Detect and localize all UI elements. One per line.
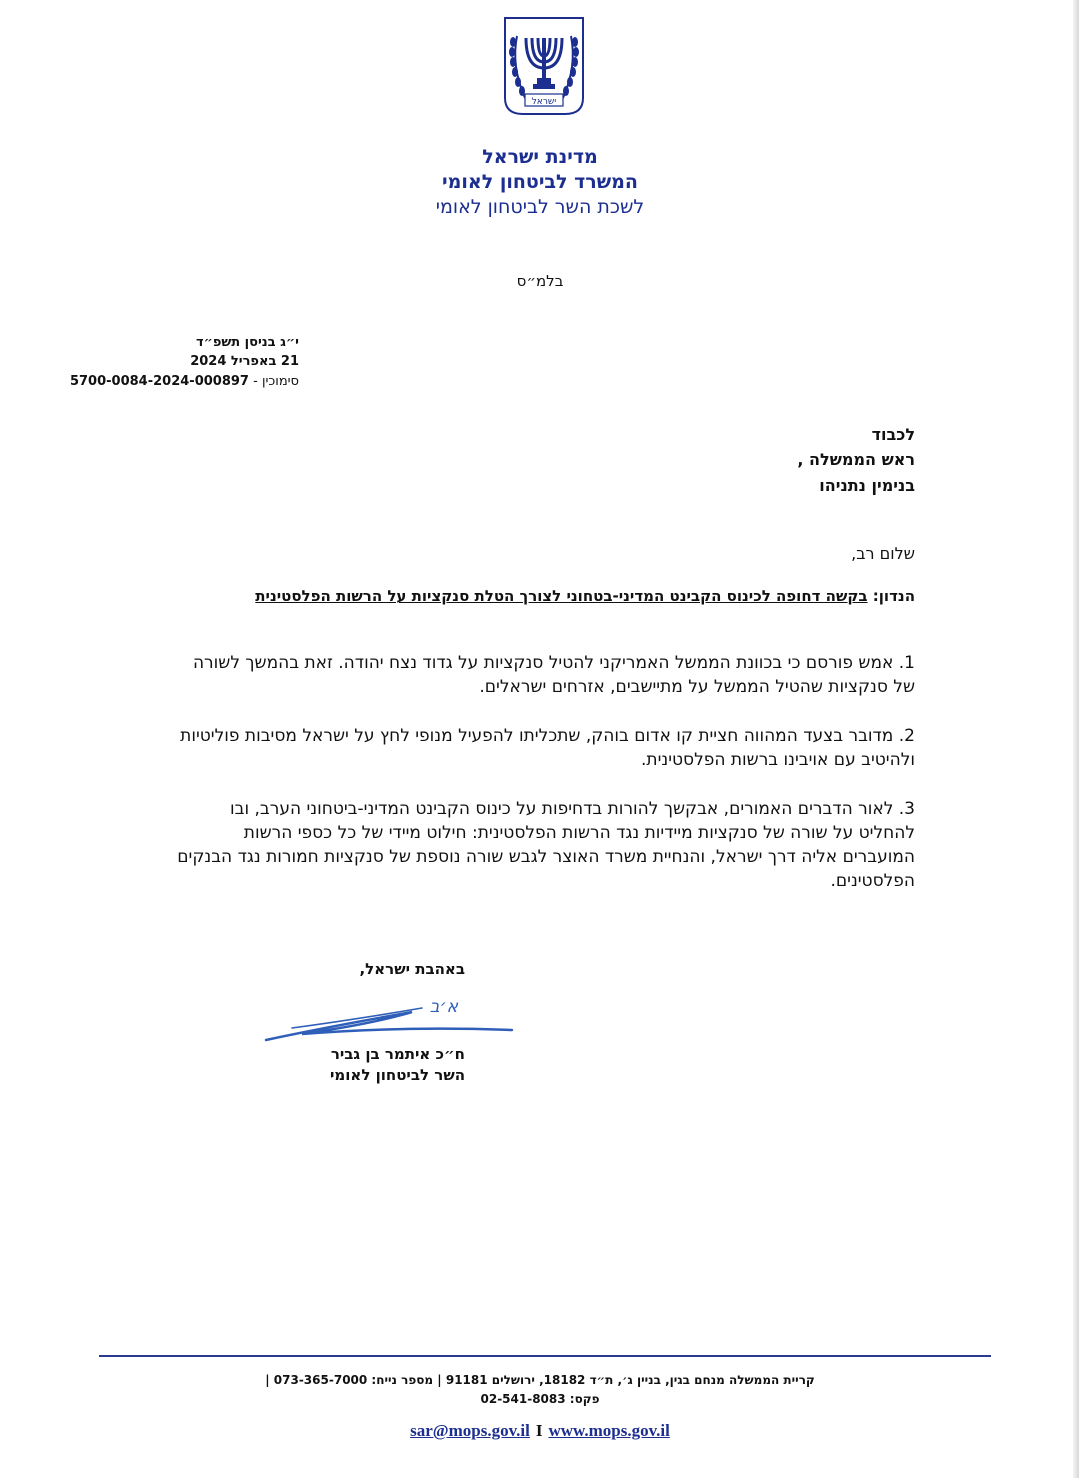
signature-initials: א׳ב	[429, 997, 458, 1017]
footer-email-link[interactable]: sar@mops.gov.il	[410, 1421, 530, 1440]
signer-name: ח״כ איתמר בן גביר	[330, 1045, 465, 1063]
header-state-name: מדינת ישראל	[482, 146, 598, 168]
state-emblem-menorah-icon	[503, 16, 585, 116]
footer-contact	[340, 1421, 740, 1441]
emblem-text: ישראל	[531, 97, 557, 107]
hebrew-date: י״ג בניסן תשפ״ד	[195, 335, 299, 350]
addressee-title: ראש הממשלה ,	[797, 450, 915, 469]
paragraph-1: 1. אמש פורסם כי בכוונת הממשל האמריקני להטיל סנקציות על גדוד נצח יהודה. זאת בהמשך לשורה של סנקציות שהטיל הממשל על מתיישבים, אזרחים ישראלים.	[192, 653, 915, 697]
greeting: שלום רב,	[851, 544, 915, 563]
subject-text: בקשה דחופה לכינוס הקבינט המדיני-בטחוני לצורך הטלת סנקציות על הרשות הפלסטינית	[255, 587, 868, 605]
footer-divider	[99, 1355, 991, 1357]
footer-separator: I	[535, 1421, 543, 1440]
gregorian-date: 21 באפריל 2024	[190, 354, 299, 369]
header-office-name: לשכת השר לביטחון לאומי	[435, 196, 645, 218]
classification-label: בלמ״ס	[516, 272, 564, 290]
subject-line	[195, 586, 915, 607]
reference-number: 5700-0084-2024-000897	[69, 374, 249, 389]
subject-label: הנדון:	[872, 587, 915, 605]
paragraph-2: 2. מדובר בצעד המהווה חציית קו אדום בוהק, שתכליתו להפעיל מנופי לחץ על ישראל מסיבות פוליטיות ולהיטיב עם אויבינו ברשות הפלסטינית.	[180, 726, 915, 770]
page-edge-shadow	[1073, 0, 1079, 1478]
header-ministry-name: המשרד לביטחון לאומי	[442, 171, 638, 193]
reference-line	[70, 374, 299, 389]
footer-website-link[interactable]: www.mops.gov.il	[548, 1421, 670, 1440]
signer-title: השר לביטחון לאומי	[330, 1066, 465, 1084]
handwritten-signature-icon	[262, 990, 514, 1045]
closing-phrase: באהבת ישראל,	[359, 960, 465, 978]
footer-address: קריית הממשלה מנחם בגין, בניין ג׳, ת״ד 18182, ירושלים 91181 | מספר נייח: 073-365-7000 |	[265, 1373, 815, 1387]
paragraph-3: 3. לאור הדברים האמורים, אבקשך להורות בדחיפות על כינוס הקבינט המדיני-ביטחוני הערב, ובו להחליט על שורה של סנקציות מיידיות נגד הרשות הפלסטינית: חילוט מיידי של כל כספי הרשות המועברים אליה דרך ישראל, והנחיית משרד האוצר לגבש שורה נוספת של סנקציות חמורות נגד הבנקים הפלסטינים.	[177, 799, 915, 891]
reference-label: סימוכין -	[253, 374, 299, 389]
footer-fax: פקס: 02-541-8083	[480, 1392, 600, 1406]
addressee-salutation: לכבוד	[871, 425, 915, 444]
addressee-name: בנימין נתניהו	[819, 476, 915, 495]
